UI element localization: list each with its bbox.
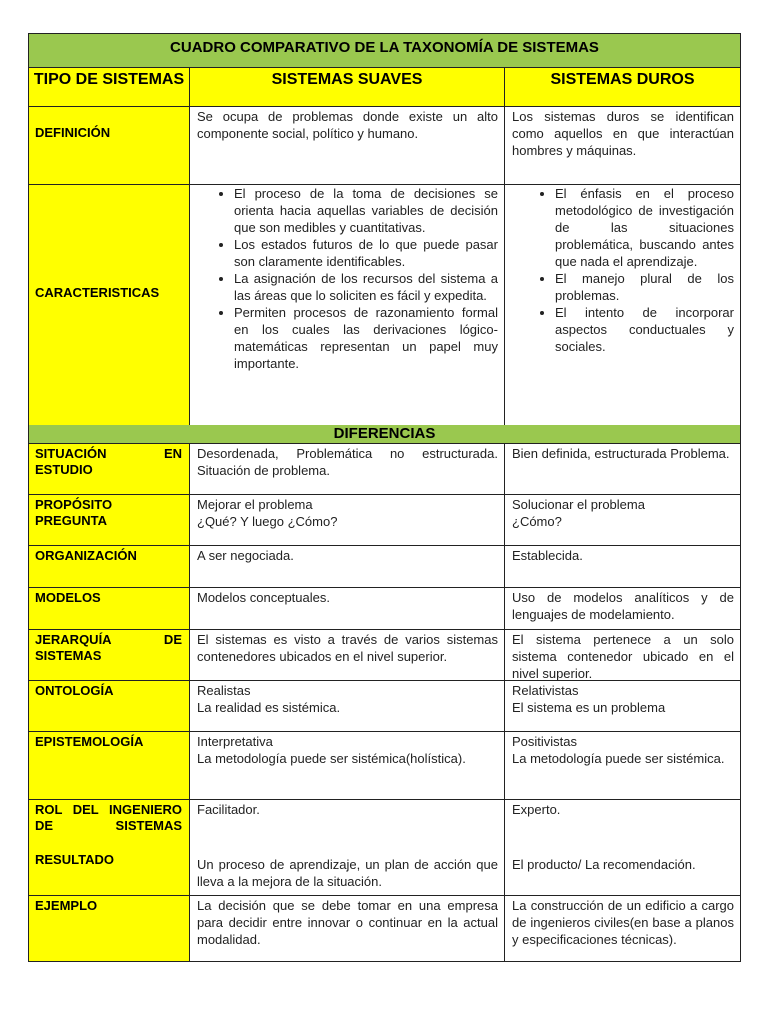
cell-duros: Solucionar el problema ¿Cómo? xyxy=(512,497,645,529)
cell-suaves: Realistas La realidad es sistémica. xyxy=(190,681,505,731)
characteristics-list-duros xyxy=(505,185,740,355)
cell-suaves: Facilitador. xyxy=(190,800,505,852)
characteristics-list-suaves xyxy=(190,185,504,372)
row-label: DEFINICIÓN xyxy=(29,107,190,184)
row-label: PROPÓSITO PREGUNTA xyxy=(29,495,190,545)
cell-duros: Establecida. xyxy=(512,548,583,563)
cell-duros: La construcción de un edificio a cargo de ingenieros civiles(en base a planos y especificaciones técnicas). xyxy=(512,898,734,947)
header-row xyxy=(29,68,740,107)
cell-duros: Los sistemas duros se identifican como aquellos en que interactúan hombres y máquinas. xyxy=(512,109,734,158)
cell-suaves: Desordenada, Problemática no estructurada. Situación de problema. xyxy=(190,444,505,494)
table-row xyxy=(29,681,740,732)
row-caracteristicas xyxy=(29,185,740,426)
list-item: • El énfasis en el proceso metodológico de investigación de las situaciones problemática, buscando antes que nada el aprendizaje. xyxy=(555,185,740,270)
row-label: ROL DEL INGENIERO DE SISTEMAS xyxy=(29,800,190,852)
row-label: RESULTADO xyxy=(29,852,190,895)
cell-suaves: Un proceso de aprendizaje, un plan de acción que lleva a la mejora de la situación. xyxy=(190,852,505,895)
table-row xyxy=(29,732,740,800)
row-label: EJEMPLO xyxy=(29,896,190,961)
header-suaves: SISTEMAS SUAVES xyxy=(190,68,505,106)
diferencias-header: DIFERENCIAS xyxy=(29,425,740,444)
list-item: • El intento de incorporar aspectos conductuales y sociales. xyxy=(555,304,740,355)
list-item: • El manejo plural de los problemas. xyxy=(555,270,740,304)
divider xyxy=(359,629,505,630)
row-label: JERARQUÍA DE SISTEMAS xyxy=(29,630,190,680)
table-row xyxy=(29,546,740,588)
cell-duros: Experto. xyxy=(512,802,561,817)
table-row xyxy=(29,630,740,681)
table-row xyxy=(29,800,740,852)
divider xyxy=(359,587,505,588)
table-row xyxy=(29,495,740,546)
cell-duros: El sistema pertenece a un solo sistema contenedor ubicado en el nivel superior. xyxy=(512,632,734,681)
row-label: ORGANIZACIÓN xyxy=(29,546,190,587)
cell-duros xyxy=(505,185,740,425)
cell-suaves: Se ocupa de problemas donde existe un alto componente social, político y humano. xyxy=(190,107,505,184)
table-row xyxy=(29,852,740,896)
comparison-table xyxy=(28,33,741,962)
row-label: SITUACIÓN EN ESTUDIO xyxy=(29,444,190,494)
header-tipo: TIPO DE SISTEMAS xyxy=(29,68,190,106)
table-row xyxy=(29,444,740,495)
cell-duros: Uso de modelos analíticos y de lenguajes de modelamiento. xyxy=(512,590,734,622)
table-row xyxy=(29,896,740,962)
header-duros: SISTEMAS DUROS xyxy=(505,68,740,106)
cell-suaves: El sistemas es visto a través de varios sistemas contenedores ubicados en el nivel superior. xyxy=(190,630,505,680)
row-label: MODELOS xyxy=(29,588,190,629)
list-item: • Los estados futuros de lo que puede pasar son claramente identificables. xyxy=(234,236,504,270)
row-definicion xyxy=(29,107,740,185)
cell-suaves xyxy=(190,185,505,425)
cell-suaves: Modelos conceptuales. xyxy=(190,588,505,629)
divider xyxy=(619,629,740,630)
cell-suaves: Interpretativa La metodología puede ser sistémica(holística). xyxy=(190,732,505,799)
row-label: CARACTERISTICAS xyxy=(29,185,190,425)
cell-duros: Relativistas El sistema es un problema xyxy=(512,683,666,715)
cell-duros: Bien definida, estructurada Problema. xyxy=(512,446,730,461)
cell-suaves: La decisión que se debe tomar en una empresa para decidir entre innovar o continuar en la actual modalidad. xyxy=(190,896,505,961)
table-row xyxy=(29,588,740,630)
cell-suaves: Mejorar el problema ¿Qué? Y luego ¿Cómo? xyxy=(190,495,505,545)
table-title: CUADRO COMPARATIVO DE LA TAXONOMÍA DE SISTEMAS xyxy=(29,34,740,68)
cell-duros: El producto/ La recomendación. xyxy=(512,857,696,872)
list-item: • Permiten procesos de razonamiento formal en los cuales las derivaciones lógico-matemáticas representan un papel muy importante. xyxy=(234,304,504,372)
list-item: • El proceso de la toma de decisiones se orienta hacia aquellas variables de decisión que son medibles y cuantitativas. xyxy=(234,185,504,236)
row-label: ONTOLOGÍA xyxy=(29,681,190,731)
cell-duros: Positivistas La metodología puede ser sistémica. xyxy=(512,734,725,766)
row-label: EPISTEMOLOGÍA xyxy=(29,732,190,799)
list-item: • La asignación de los recursos del sistema a las áreas que lo soliciten es fácil y expedita. xyxy=(234,270,504,304)
cell-suaves: A ser negociada. xyxy=(190,546,505,587)
